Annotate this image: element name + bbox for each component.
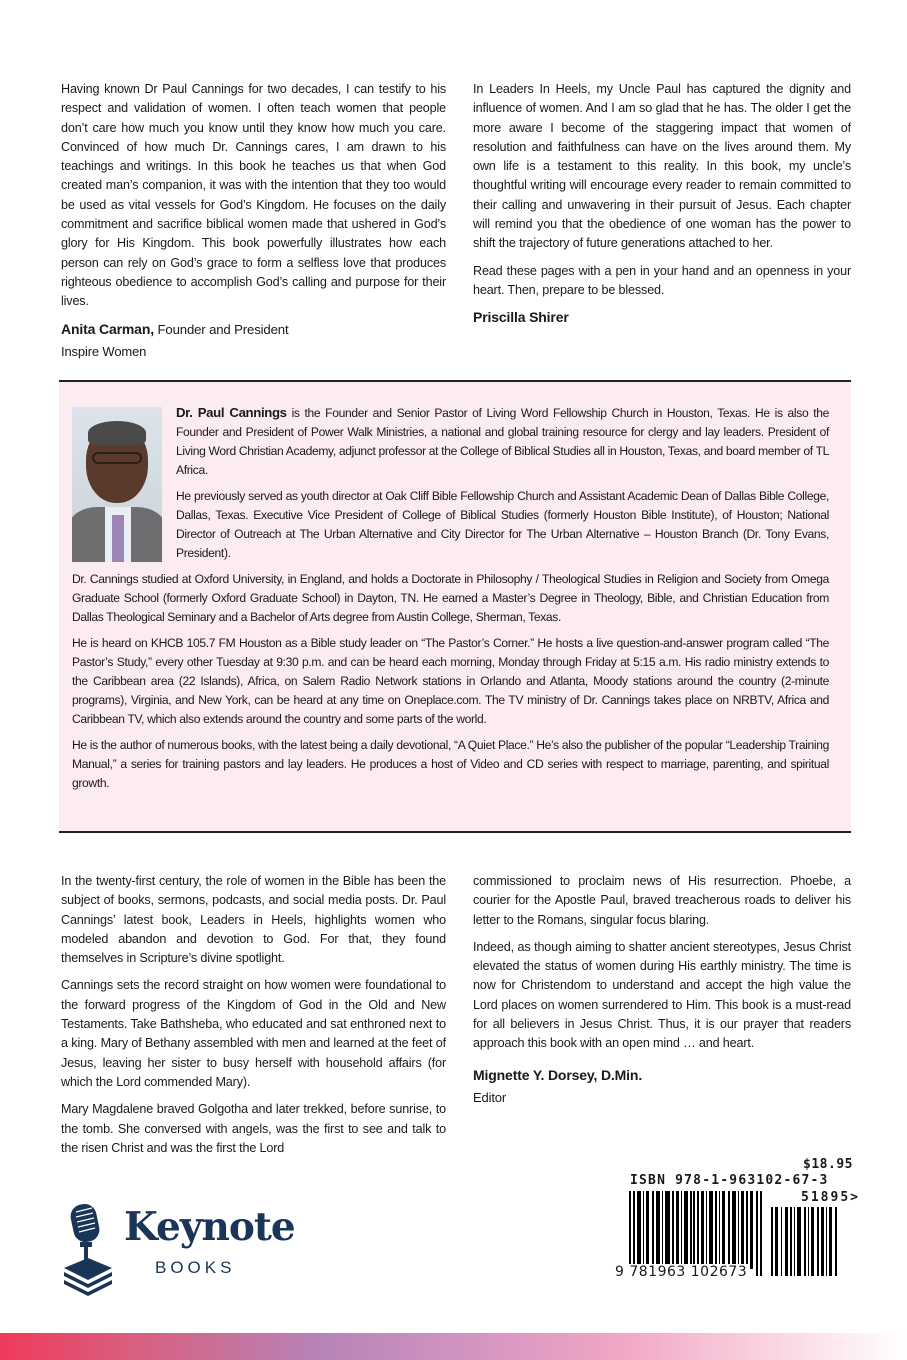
bio-paragraph-1 xyxy=(72,403,829,480)
microphone-on-books-icon xyxy=(62,1198,124,1302)
editorial-paragraph-5: Indeed, as though aiming to shatter ancient stereotypes, Jesus Christ elevated the status of women during His earthly ministry. The time is now for Christendom to understand and accept the high value the Lord places on women surrendered to Him. This book is a must-read for all believers in Jesus Christ. Thus, it is our prayer that readers approach this book with an open mind … and heart. xyxy=(473,939,851,1051)
endorsement-left-org: Inspire Women xyxy=(61,343,147,359)
photo-hair xyxy=(88,421,146,445)
bio-author-name: Dr. Paul Cannings xyxy=(176,405,287,420)
bio-paragraph-3: Dr. Cannings studied at Oxford University, in England, and holds a Doctorate in Philosophy / Theological Studies in Religion and Society from Omega Graduate School (formerly Oxford Graduate School) in Dayton, TN. He earned a Master’s Degree in Theology, Bible, and Christian Education from Dallas Theological Seminary and a Bachelor of Arts degree from Austin College, Sherman, Texas. xyxy=(72,572,829,624)
price-label: $18.95 xyxy=(803,1157,853,1172)
endorsement-left xyxy=(61,80,446,361)
isbn-barcode xyxy=(600,1157,860,1280)
addon-code: 51895> xyxy=(801,1190,860,1205)
editorial-signature xyxy=(473,1066,851,1085)
editorial-left xyxy=(61,872,446,1166)
bio-paragraph-5: He is the author of numerous books, with the latest being a daily devotional, “A Quiet Place.” He’s also the publisher of the popular “Leadership Training Manual,” a series for training pastors and lay leaders. He produces a host of Video and CD series with respect to marriage, parenting, and spiritual growth. xyxy=(72,738,829,790)
editorial-paragraph-4: commissioned to proclaim news of His resurrection. Phoebe, a courier for the Apostle Paul, braved treacherous roads to deliver his letter to the Romans, singular focus blaring. xyxy=(473,874,851,927)
editorial-right xyxy=(473,872,851,1107)
editorial-paragraph-2: Cannings sets the record straight on how women were foundational to the forward progress of the Kingdom of God in the Old and New Testaments. Take Bathsheba, who educated and sat enthroned next to a king. Mary of Bethany assembled with men and learned at the feet of Jesus, leaving her sister to busy herself with household affairs (for which the Lord commended Mary). xyxy=(61,978,446,1089)
bio-paragraph-4: He is heard on KHCB 105.7 FM Houston as a Bible study leader on “The Pastor’s Corner.” He hosts a live question-and-answer program called “The Pastor’s Study,” every other Tuesday at 9:30 p.m. and can be heard each morning, Monday through Friday at 5:15 a.m. His radio ministry extends to the Caribbean area (22 Islands), Africa, on Salem Radio Network stations in Orlando and Atlanta, Moody stations around the country (2-minute programs), Virginia, and New York, can be heard at any time on Oneplace.com. The TV ministry of Dr. Cannings takes place on NRBTV, Africa and Caribbean TV, which also extends around the country and some parts of the world. xyxy=(72,636,829,726)
editorial-paragraph-1: In the twenty-first century, the role of women in the Bible has been the subject of books, sermons, podcasts, and social media posts. Dr. Paul Cannings’ latest book, Leaders in Heels, highlights women who modeled abandon and devotion to God. For that, they found themselves in Scripture’s divine spotlight. xyxy=(61,874,446,966)
endorsement-left-signature xyxy=(61,320,446,339)
publisher-subname: BOOKS xyxy=(155,1258,236,1277)
bio-paragraph-1-text: is the Founder and Senior Pastor of Living Word Fellowship Church in Houston, Texas. He is also the Founder and President of Power Walk Ministries, a national and global training resource for clergy and lay leaders. President of Living Word Christian Academy, adjunct professor at the College of Biblical Studies all in Houston, Texas, and board member of TL Africa. xyxy=(176,406,829,477)
glasses-icon xyxy=(92,452,142,464)
publisher-name: Keynote xyxy=(124,1204,295,1250)
endorsement-right-author: Priscilla Shirer xyxy=(473,309,569,326)
bio-paragraph-2: He previously served as youth director at Oak Cliff Bible Fellowship Church and Assistant Academic Dean of Dallas Bible College, Dallas, Texas. Executive Vice President of College of Biblical Studies (formerly Houston Bible Institute), of Houston; National Director of Outreach at The Urban Alternative and City Director for The Urban Alternative – Houston Branch (Dr. Tony Evans, President). xyxy=(176,489,829,560)
editorial-author: Mignette Y. Dorsey, D.Min. xyxy=(473,1066,643,1083)
endorsement-left-title: Founder and President xyxy=(153,321,289,337)
editorial-paragraph-3: Mary Magdalene braved Golgotha and later trekked, before sunrise, to the tomb. She conversed with angels, was the first to see and talk to the risen Christ and was the first the Lord xyxy=(61,1102,446,1155)
editorial-author-role: Editor xyxy=(473,1089,507,1105)
photo-tie xyxy=(112,515,124,562)
endorsement-right-text-1: In Leaders In Heels, my Uncle Paul has captured the dignity and influence of women. And I am so glad that he has. The older I get the more aware I become of the staggering impact that women of resolution and faithfulness can have on the lives around them. My own life is a testament to this reality. In this book, my uncle’s thoughtful writing will encourage every reader to remain committed to their calling and unwavering in their pursuit of Jesus. Each chapter will remind you that the obedience of one woman has the power to shift the trajectory of future generations attached to her. xyxy=(473,82,851,251)
barcode-addon-bars xyxy=(771,1207,838,1276)
endorsement-right xyxy=(473,80,851,328)
barcode-digits: 9 781963 102673 xyxy=(615,1264,748,1280)
publisher-logo xyxy=(62,1198,295,1308)
author-bio-box xyxy=(59,380,851,833)
endorsement-left-author: Anita Carman, xyxy=(61,320,154,337)
isbn-label: ISBN 978-1-963102-67-3 xyxy=(630,1173,829,1188)
endorsement-right-text-2: Read these pages with a pen in your hand and an openness in your heart. Then, prepare to be blessed. xyxy=(473,263,851,297)
endorsement-right-signature xyxy=(473,308,851,327)
author-bio xyxy=(72,403,829,800)
endorsement-left-text: Having known Dr Paul Cannings for two decades, I can testify to his respect and validation of women. I often teach women that people don’t care how much you know until they know how much you care. Convinced of how much Dr. Cannings cares, I am drawn to his teachings and writings. In this book he teaches us that when God created man’s companion, it was with the intention that they too would be used as vital vessels for God’s Kingdom. He focuses on the daily commitment and sacrifice biblical women made that ushered in God’s glory for His Kingdom. This book powerfully illustrates how each person can rely on God’s grace to form a selfless love that produces righteous obedience to accomplish God’s calling and purpose for their lives. xyxy=(61,82,446,309)
author-photo xyxy=(72,407,162,562)
decorative-gradient-bar xyxy=(0,1333,907,1360)
